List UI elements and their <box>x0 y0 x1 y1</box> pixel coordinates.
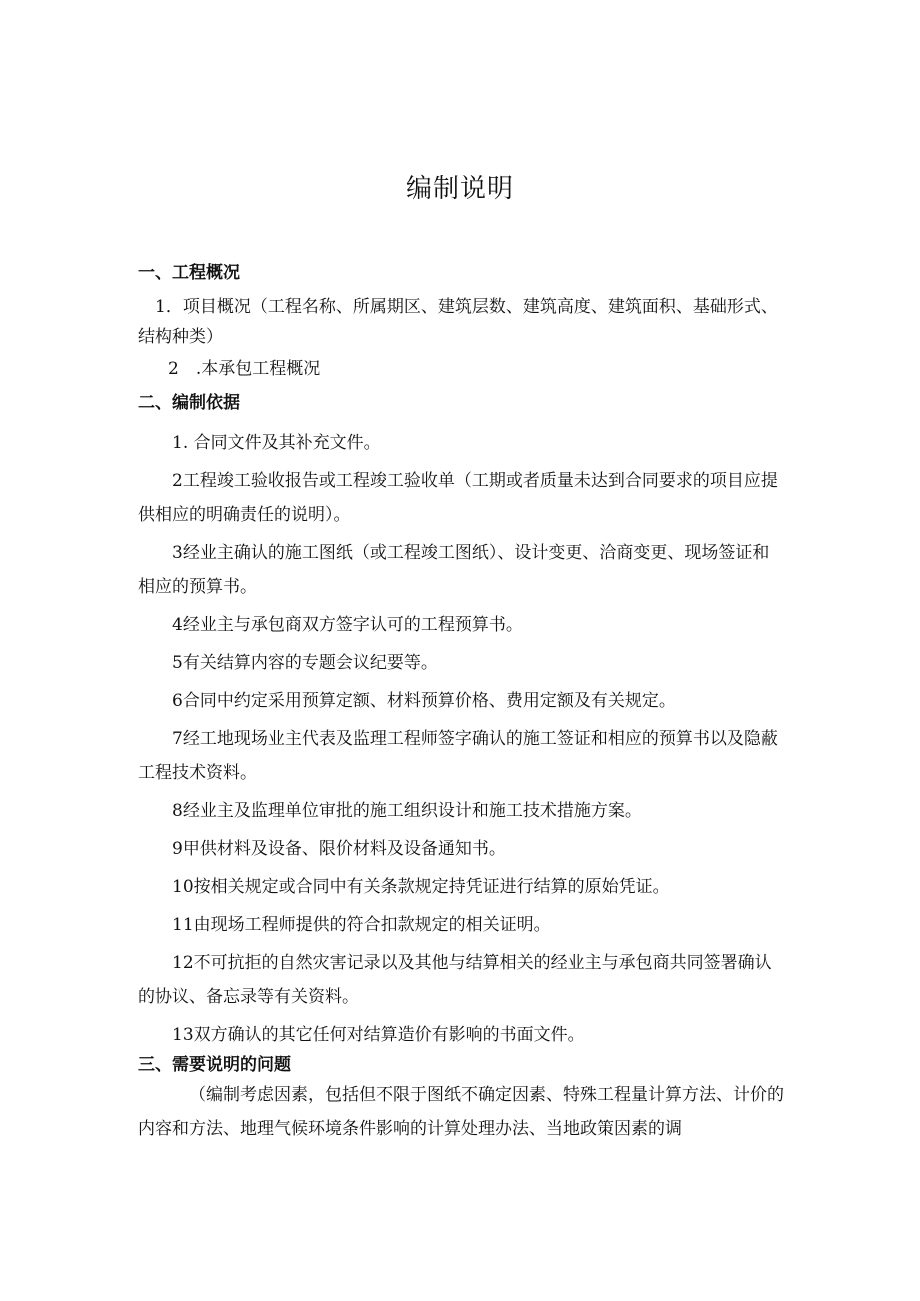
overview-item-1: 1．项目概况（工程名称、所属期区、建筑层数、建筑高度、建筑面积、基础形式、结构种类） <box>138 297 778 347</box>
basis-item-4: 4经业主与承包商双方签字认可的工程预算书。 <box>172 615 523 635</box>
document-title: 编制说明 <box>405 174 514 204</box>
overview-item-2: 2 .本承包工程概况 <box>168 359 321 379</box>
basis-item-11: 11由现场工程师提供的符合扣款规定的相关证明。 <box>172 915 551 935</box>
basis-item-6: 6合同中约定采用预算定额、材料预算价格、费用定额及有关规定。 <box>172 691 676 711</box>
basis-item-9: 9甲供材料及设备、限价材料及设备通知书。 <box>172 839 506 859</box>
basis-item-12: 12不可抗拒的自然灾害记录以及其他与结算相关的经业主与承包商共同签署确认的协议、备忘录等有关资料。 <box>138 953 772 1007</box>
basis-item-3: 3经业主确认的施工图纸（或工程竣工图纸）、设计变更、洽商变更、现场签证和相应的预算书。 <box>138 543 770 597</box>
basis-item-2: 2工程竣工验收报告或工程竣工验收单（工期或者质量未达到合同要求的项目应提供相应的明确责任的说明）。 <box>138 471 778 525</box>
basis-item-13: 13双方确认的其它任何对结算造价有影响的书面文件。 <box>172 1025 585 1045</box>
basis-item-5: 5有关结算内容的专题会议纪要等。 <box>172 653 438 673</box>
section-heading-overview: 一、工程概况 <box>138 263 240 283</box>
basis-item-10: 10按相关规定或合同中有关条款规定持凭证进行结算的原始凭证。 <box>172 877 670 897</box>
issues-paragraph: （编制考虑因素，包括但不限于图纸不确定因素、特殊工程量计算方法、计价的内容和方法、地理气候环境条件影响的计算处理办法、当地政策因素的调 <box>138 1085 784 1139</box>
section-heading-issues: 三、需要说明的问题 <box>138 1055 291 1075</box>
basis-item-8: 8经业主及监理单位审批的施工组织设计和施工技术措施方案。 <box>172 801 642 821</box>
section-heading-basis: 二、编制依据 <box>138 393 240 413</box>
basis-item-7: 7经工地现场业主代表及监理工程师签字确认的施工签证和相应的预算书以及隐蔽工程技术资料。 <box>138 729 778 783</box>
basis-item-1: 1. 合同文件及其补充文件。 <box>172 433 381 453</box>
document-body <box>138 260 784 1146</box>
